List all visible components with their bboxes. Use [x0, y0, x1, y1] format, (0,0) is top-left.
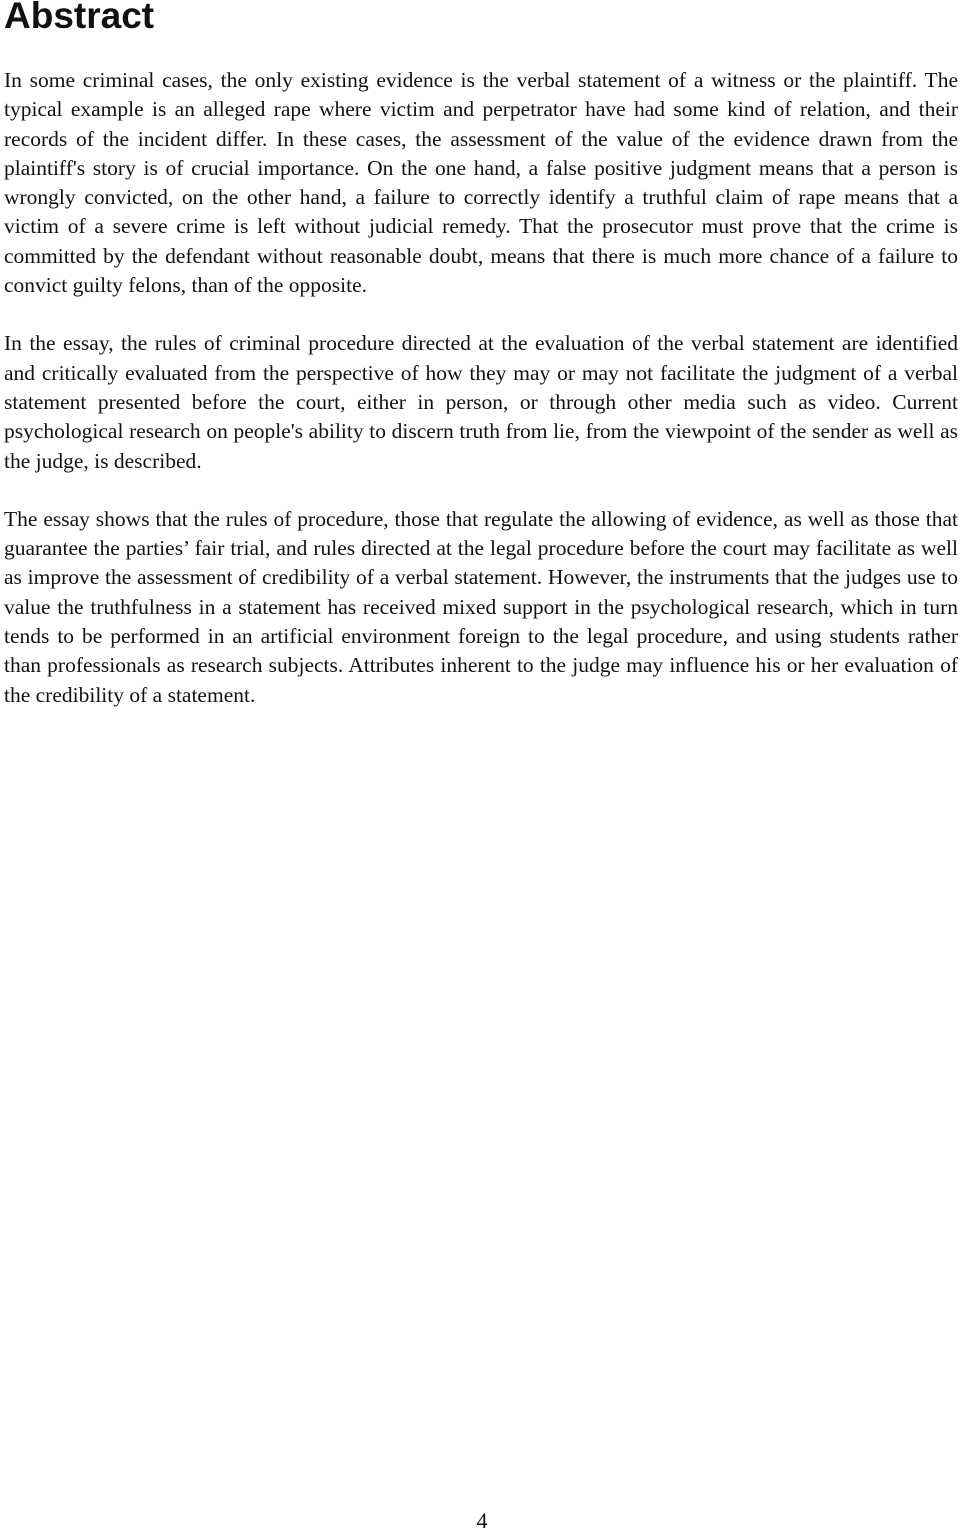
abstract-paragraph-1: In some criminal cases, the only existing evidence is the verbal statement of a witness or the plaintiff. The typical example is an alleged rape where victim and perpetrator have had some kind of relation, and their records of the incident differ. In these cases, the assessment of the value of the evidence drawn from the plaintiff's story is of crucial importance. On the one hand, a false positive judgment means that a person is wrongly convicted, on the other hand, a failure to correctly identify a truthful claim of rape means that a victim of a severe crime is left without judicial remedy. That the prosecutor must prove that the crime is committed by the defendant without reasonable doubt, means that there is much more chance of a failure to convict guilty felons, than of the opposite.	[4, 68, 958, 298]
section-heading: Abstract	[4, 0, 155, 36]
abstract-paragraph-3: The essay shows that the rules of procedure, those that regulate the allowing of evidence, as well as those that guarantee the parties’ fair trial, and rules directed at the legal procedure before the court may facilitate as well as improve the assessment of credibility of a verbal statement. However, the instruments that the judges use to value the truthfulness in a statement has received mixed support in the psychological research, which in turn tends to be performed in an artificial environment foreign to the legal procedure, and using students rather than professionals as research subjects. Attributes inherent to the judge may influence his or her evaluation of the credibility of a statement.	[4, 506, 958, 707]
page-number: 4	[476, 1508, 488, 1533]
abstract-paragraph-2: In the essay, the rules of criminal procedure directed at the evaluation of the verbal statement are identified and critically evaluated from the perspective of how they may or may not facilitate the judgment of a verbal statement presented before the court, either in person, or through other media such as video. Current psychological research on people's ability to discern truth from lie, from the viewpoint of the sender as well as the judge, is described.	[4, 331, 958, 473]
abstract-body	[4, 66, 958, 739]
